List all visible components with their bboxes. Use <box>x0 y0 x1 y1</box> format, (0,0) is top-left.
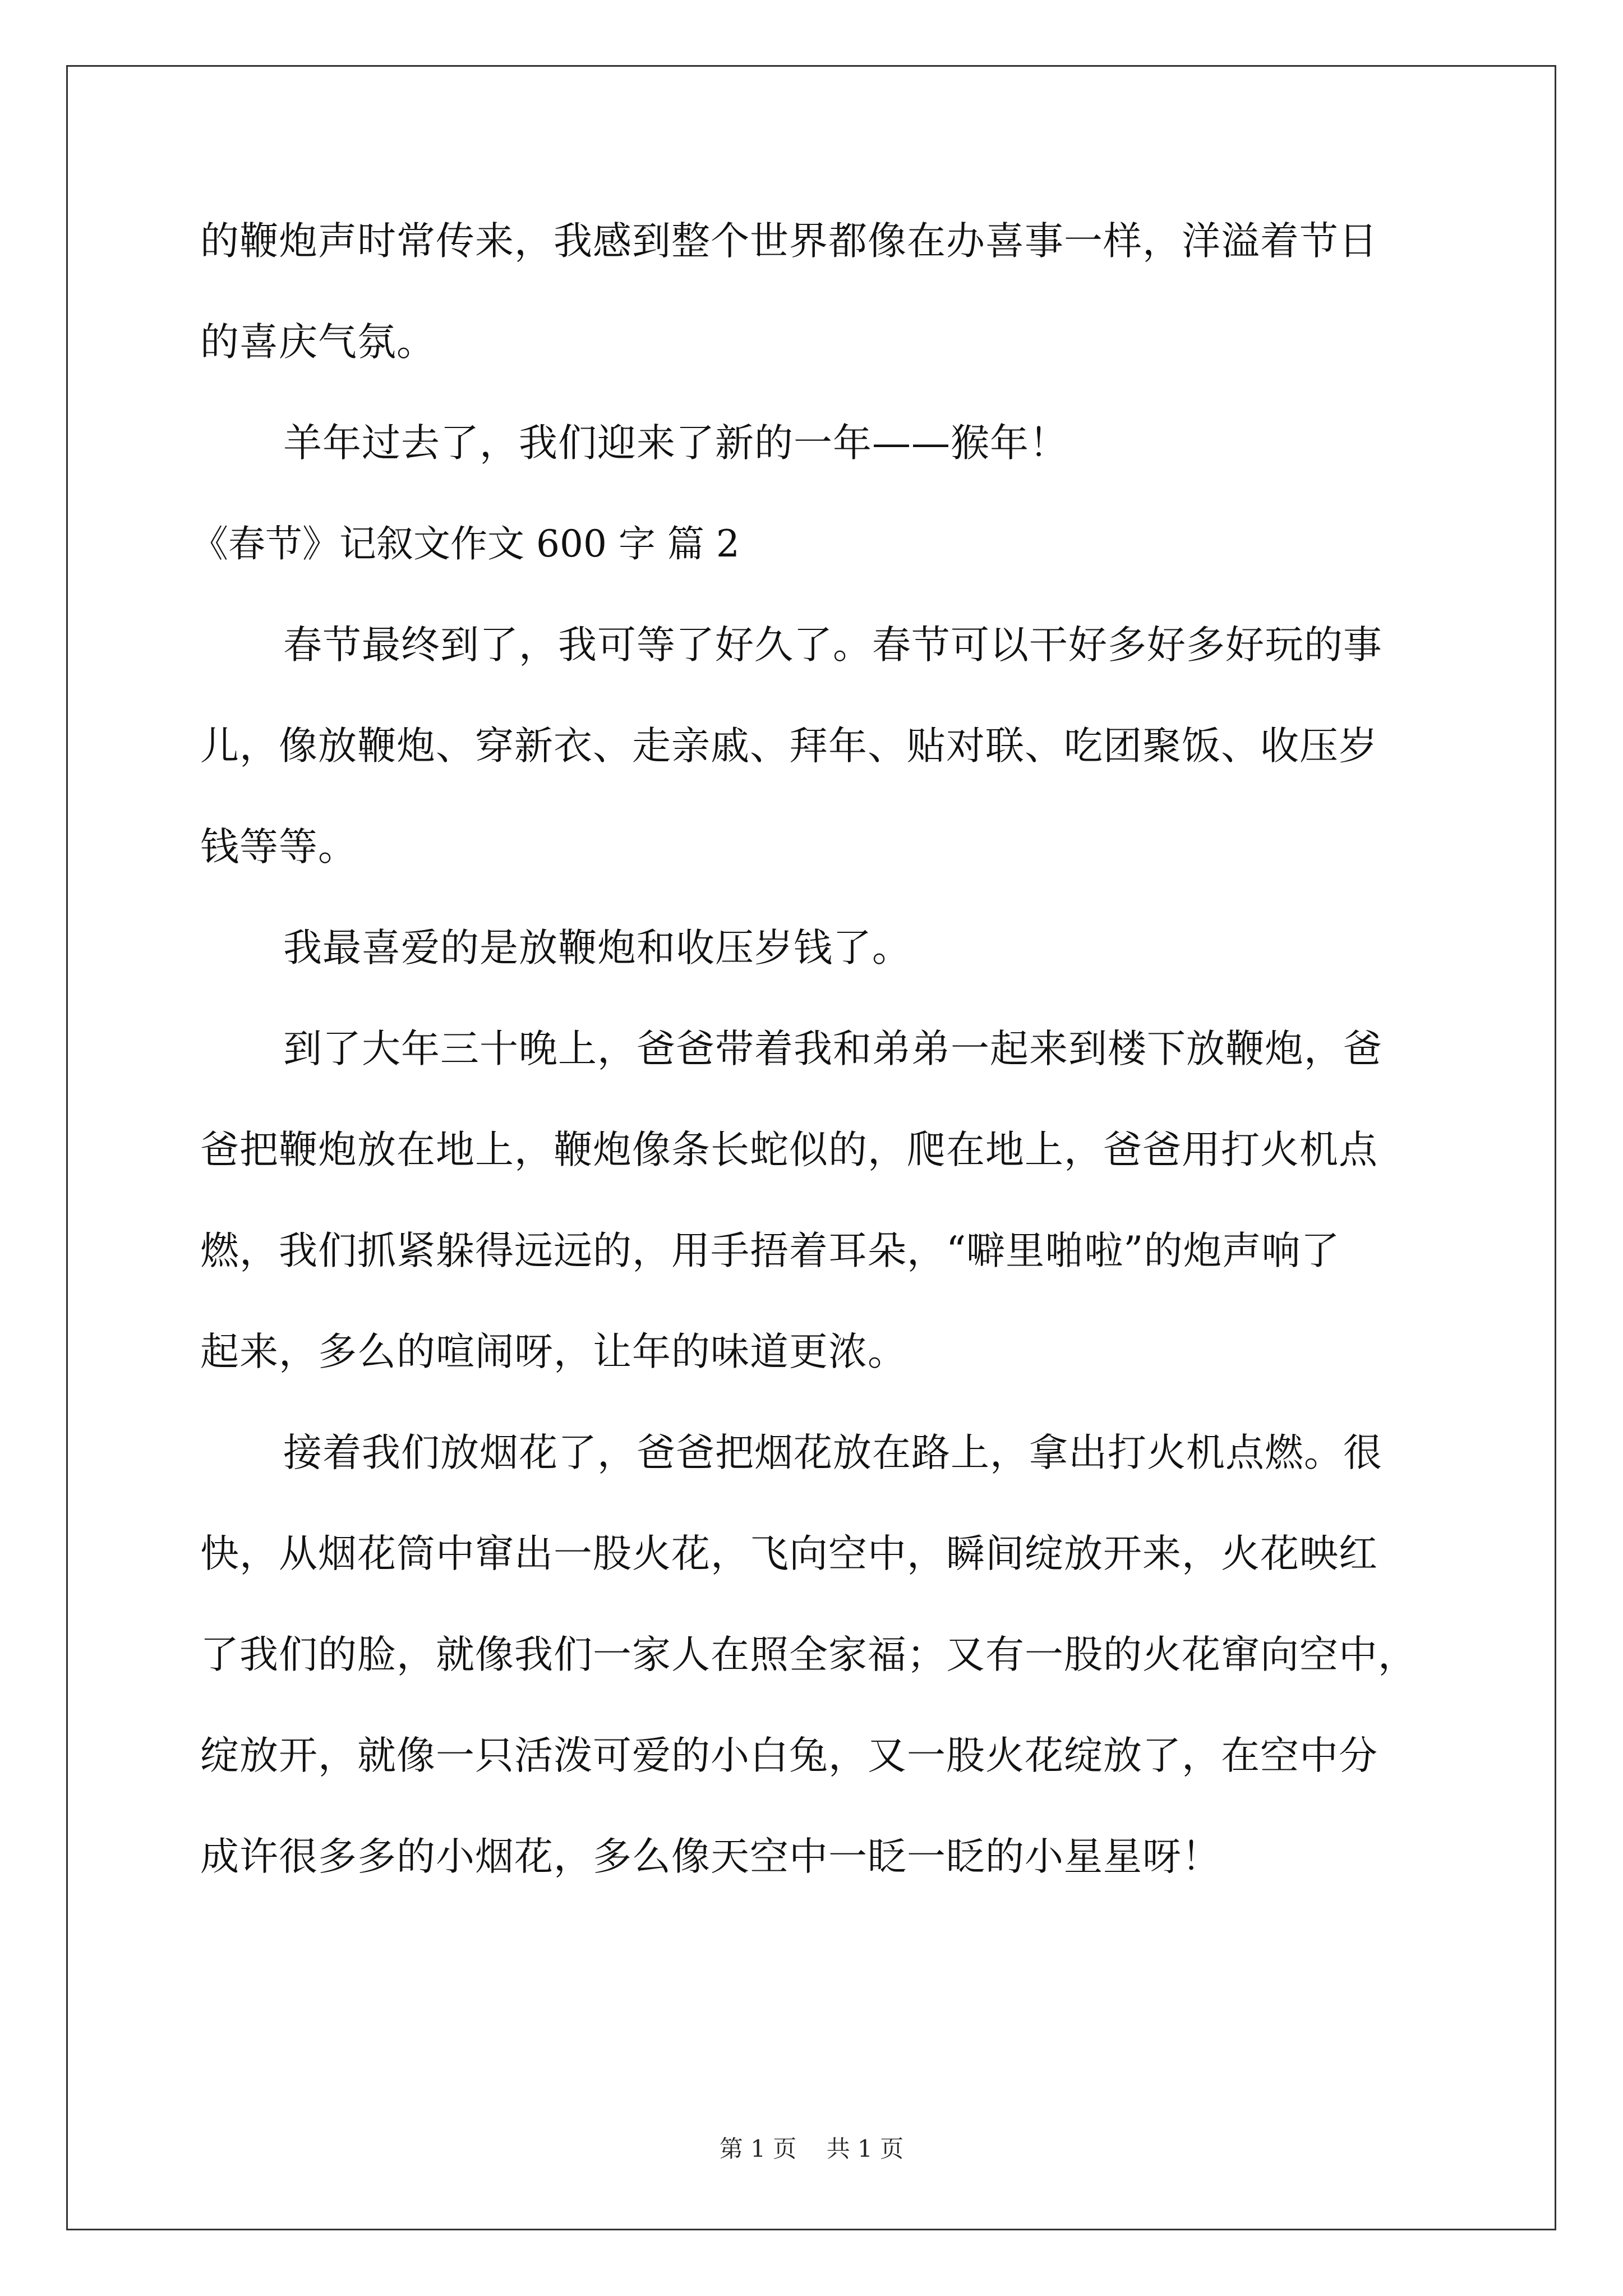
paragraph-5-line-2: 爸把鞭炮放在地上，鞭炮像条长蛇似的，爬在地上，爸爸用打火机点 <box>200 1128 1378 1172</box>
paragraph-5-line-1: 到了大年三十晚上，爸爸带着我和弟弟一起来到楼下放鞭炮，爸 <box>283 1027 1382 1071</box>
paragraph-6-line-4: 绽放开，就像一只活泼可爱的小白兔，又一股火花绽放了，在空中分 <box>200 1733 1378 1778</box>
paragraph-3-line-2: 儿，像放鞭炮、穿新衣、走亲戚、拜年、贴对联、吃团聚饭、收压岁 <box>200 724 1378 769</box>
paragraph-4-line-1: 我最喜爱的是放鞭炮和收压岁钱了。 <box>283 926 911 970</box>
paragraph-5-line-4: 起来，多么的喧闹呀，让年的味道更浓。 <box>200 1329 907 1374</box>
paragraph-6-line-5: 成许很多多的小烟花，多么像天空中一眨一眨的小星星呀！ <box>200 1834 1221 1879</box>
section-heading: 《春节》记叙文作文 600 字 篇 2 <box>191 522 740 565</box>
paragraph-2-line-1: 羊年过去了，我们迎来了新的一年——猴年！ <box>283 421 1068 466</box>
paragraph-3-line-3: 钱等等。 <box>200 825 357 869</box>
paragraph-3-line-1: 春节最终到了，我可等了好久了。春节可以干好多好多好玩的事 <box>283 623 1382 668</box>
page-number-footer: 第 1 页 共 1 页 <box>719 2135 904 2162</box>
paragraph-1-line-1: 的鞭炮声时常传来，我感到整个世界都像在办喜事一样，洋溢着节日 <box>200 219 1378 264</box>
paragraph-6-line-2: 快，从烟花筒中窜出一股火花，飞向空中，瞬间绽放开来，火花映红 <box>200 1531 1378 1576</box>
paragraph-6-line-3: 了我们的脸，就像我们一家人在照全家福；又有一股的火花窜向空中， <box>200 1632 1417 1677</box>
paragraph-1-line-2: 的喜庆气氛。 <box>200 320 436 365</box>
paragraph-5-line-3: 燃，我们抓紧躲得远远的，用手捂着耳朵，“噼里啪啦”的炮声响了 <box>200 1228 1340 1273</box>
paragraph-6-line-1: 接着我们放烟花了，爸爸把烟花放在路上，拿出打火机点燃。很 <box>283 1430 1382 1475</box>
